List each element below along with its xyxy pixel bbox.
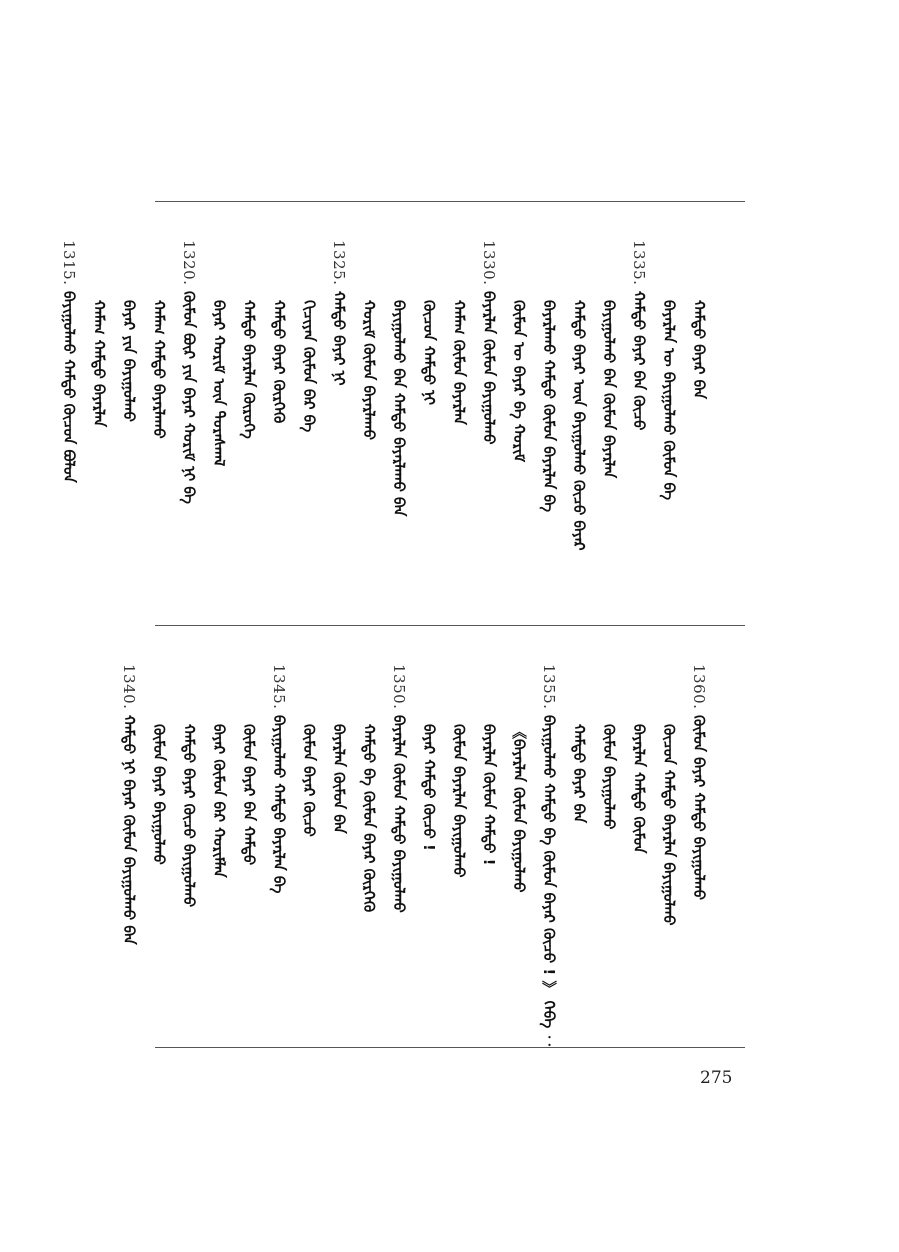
verse-column (148, 240, 170, 620)
verse-column (388, 240, 410, 620)
line-number: 1315. (60, 240, 78, 286)
verse-column (208, 240, 230, 620)
bottom-rule (155, 1047, 745, 1048)
verse-column (388, 664, 410, 1044)
verse-line: ᠬᠠᠮᠠᠭ ᠬᠠᠮᠲᠤ ᠪᠠᠶᠠᠷᠯᠠᠨ (90, 300, 108, 427)
verse-line: ᠪᠠᠶᠢᠭᠤᠯᠬᠤ ᠪᠠᠨ ᠬᠠᠮᠲᠤ ᠪᠠᠶᠠᠷᠯᠠᠬᠤ ᠪᠠᠨ (390, 300, 408, 517)
verse-column (298, 664, 320, 1044)
verse-line: ᠬᠤᠷᠢᠮ ᠬᠦᠮᠦᠨ ᠪᠠᠶᠠᠷᠯᠠᠬᠤ (360, 300, 378, 441)
verse-column (118, 240, 140, 620)
verse-line: ᠬᠠᠮᠲᠤ ᠨᠢ ᠪᠠᠶᠠᠷ ᠬᠦᠮᠦᠨ ᠪᠠᠶᠢᠭᠤᠯᠬᠤ ᠪᠠᠨ (120, 715, 138, 946)
verse-line: ᠬᠠᠮᠲᠤ ᠪᠠᠶᠠᠷ ᠨᠢ (330, 291, 348, 386)
verse-line: ᠬᠠᠮᠲᠤ ᠪᠠ ᠬᠦᠮᠦᠨ ᠪᠠᠶᠠᠷ ᠬᠦᠷᠭᠡᠬᠦ (360, 724, 378, 913)
verse-line: ᠪᠠᠶᠠᠷᠯᠠᠨ ᠬᠠᠮᠲᠤ ᠬᠦᠮᠦᠨ (630, 724, 648, 854)
verse-column (508, 664, 530, 1044)
line-number: 1325. (330, 240, 348, 286)
verse-column (478, 664, 500, 1044)
verse-line: ᠪᠠᠶᠠᠷᠯᠠᠬᠤ ᠬᠠᠮᠲᠤ ᠬᠦᠮᠦᠨ ᠪᠠᠶᠠᠷᠯᠠᠨ ᠪᠠ (540, 300, 558, 512)
verse-column (238, 240, 260, 620)
verse-column (358, 240, 380, 620)
verse-column (538, 240, 560, 620)
verse-line: ᠪᠠᠶᠠᠷᠯᠠᠨ ᠬᠦᠮᠦᠨ ᠪᠠᠶᠢᠭᠤᠯᠬᠤ (480, 291, 498, 445)
verse-line: ᠪᠠᠶᠠᠷᠯᠠᠨ ᠦ ᠪᠠᠶᠢᠭᠤᠯᠬᠤ ᠬᠦᠮᠦᠨ ᠪᠠ (660, 300, 678, 501)
lower-verse-block (120, 664, 710, 1049)
verse-column (688, 664, 710, 1044)
verse-line: ᠪᠠᠶᠠᠷᠯᠠᠨ ᠬᠦᠮᠦᠨ ᠬᠠᠮᠲᠤ ! (480, 724, 498, 866)
verse-column (328, 240, 350, 620)
verse-column (268, 240, 290, 620)
top-rule (155, 201, 745, 202)
line-number: 1340. (120, 664, 138, 710)
verse-column (598, 664, 620, 1044)
verse-column (298, 240, 320, 620)
verse-column (178, 240, 200, 620)
verse-column (58, 240, 80, 620)
verse-line: ᠬᠢᠴᠢᠶᠡᠨ ᠬᠦᠮᠦᠨ ᠪᠠᠷ ᠪᠠ (300, 300, 318, 433)
verse-column (628, 240, 650, 620)
verse-column (328, 664, 350, 1044)
upper-verse-block (60, 240, 710, 620)
verse-line: ᠬᠠᠮᠲᠤ ᠪᠠᠶᠠᠷ ᠪᠠᠨ (570, 724, 588, 823)
verse-column (148, 664, 170, 1044)
verse-column (418, 240, 440, 620)
line-number: 1320. (180, 240, 198, 286)
verse-line: ᠬᠦᠮᠦᠨ ᠪᠠᠶᠢᠭᠤᠯᠬᠤ (600, 724, 618, 830)
verse-line: ᠬᠦᠮᠦᠨ ᠪᠠᠶᠠᠷ ᠬᠦᠴᠦ (300, 724, 318, 837)
line-number: 1345. (270, 664, 288, 710)
verse-column (598, 240, 620, 620)
verse-column (568, 664, 590, 1044)
verse-line: ᠬᠠᠮᠲᠤ ᠪᠠᠶᠠᠷ ᠪᠠᠨ ᠬᠦᠴᠦ (630, 291, 648, 431)
verse-column (478, 240, 500, 620)
verse-column (118, 664, 140, 1044)
verse-line: ᠬᠠᠮᠲᠤ ᠪᠠᠶᠠᠷ ᠦᠨ ᠪᠠᠶᠢᠭᠤᠯᠬᠤ ᠬᠦᠴᠦ ᠪᠠᠶᠠᠷ (570, 300, 588, 551)
verse-line: ᠪᠠᠶᠢᠭᠤᠯᠬᠤ ᠪᠠᠨ ᠬᠦᠮᠦᠨ ᠪᠠᠶᠠᠷᠯᠠᠨ (600, 300, 618, 479)
middle-rule (155, 625, 745, 626)
line-number: 1360. (690, 664, 708, 710)
verse-column (688, 240, 710, 620)
verse-column (658, 240, 680, 620)
verse-line: ᠬᠦᠮᠦᠨ ᠦ ᠪᠠᠶᠠᠷ ᠪᠠ ᠬᠤᠷᠢᠮ (510, 300, 528, 463)
verse-line: ᠬᠠᠮᠲᠤ ᠪᠠᠶᠠᠷ ᠪᠠᠨ (690, 300, 708, 399)
verse-column (658, 664, 680, 1044)
verse-line: ᠪᠠᠶᠠᠷ ᠶᠢᠨ ᠪᠠᠶᠢᠭᠤᠯᠬᠤ (120, 300, 138, 422)
verse-column (358, 664, 380, 1044)
verse-column (208, 664, 230, 1044)
verse-line: ᠪᠠᠶᠢᠭᠤᠯᠬᠤ ᠬᠠᠮᠲᠤ ᠪᠠᠶᠠᠷᠯᠠᠨ ᠪᠠ (270, 715, 288, 894)
verse-line: ᠪᠠᠶᠢᠭᠤᠯᠬᠤ ᠬᠠᠮᠲᠤ ᠬᠦᠴᠦᠨ ᠪᠣᠯᠣᠨ (60, 291, 78, 484)
verse-column (628, 664, 650, 1044)
verse-line: ᠪᠠᠶᠠᠷ ᠬᠦᠮᠦᠨ ᠪᠠᠷ ᠬᠤᠷᠢᠮᠯᠠᠨ (210, 724, 228, 878)
line-number: 1335. (630, 240, 648, 286)
verse-line: ᠬᠦᠮᠦᠨ ᠪᠠᠶᠠᠷ ᠪᠠᠶᠢᠭᠤᠯᠬᠤ (150, 724, 168, 865)
verse-column (88, 240, 110, 620)
verse-line: ᠪᠠᠶᠠᠷ ᠬᠠᠮᠲᠤ ᠬᠦᠴᠦ ! (420, 724, 438, 851)
verse-line: ᠪᠠᠶᠠᠷᠯᠠᠨ ᠬᠦᠮᠦᠨ ᠪᠠᠨ (330, 724, 348, 834)
line-number: 1355. (540, 664, 558, 710)
verse-line: ᠬᠠᠮᠠᠭ ᠬᠠᠮᠲᠤ ᠪᠠᠶᠠᠷᠯᠠᠬᠤ (150, 300, 168, 439)
verse-column (418, 664, 440, 1044)
verse-line: ᠬᠦᠴᠦᠨ ᠬᠠᠮᠲᠤ ᠨᠢ (420, 300, 438, 406)
verse-column (268, 664, 290, 1044)
verse-column (178, 664, 200, 1044)
line-number: 1350. (390, 664, 408, 710)
verse-line: ᠬᠦᠮᠦᠨ ᠪᠠᠶᠠᠷᠯᠠᠨ ᠪᠠᠶᠢᠭᠤᠯᠬᠤ (450, 724, 468, 878)
verse-line: ᠬᠠᠮᠲᠤ ᠪᠠᠶᠠᠷ ᠬᠦᠷᠭᠡᠬᠦ (270, 300, 288, 424)
verse-column (238, 664, 260, 1044)
page-number: 275 (700, 1068, 733, 1088)
verse-column (448, 664, 470, 1044)
verse-column (568, 240, 590, 620)
verse-line: ᠬᠦᠮᠦᠨ ᠪᠠᠶᠠᠷ ᠬᠠᠮᠲᠤ ᠪᠠᠶᠢᠭᠤᠯᠬᠤ (690, 715, 708, 901)
verse-line: ᠬᠦᠮᠦᠨ ᠪᠦᠷ ᠶᠢᠨ ᠪᠠᠶᠠᠷ ᠬᠤᠷᠢᠮ ᠨᠢ ᠪᠠ (180, 291, 198, 505)
verse-line: ᠬᠦᠮᠦᠨ ᠪᠠᠶᠠᠷ ᠪᠠᠨ ᠬᠠᠮᠲᠤ (240, 724, 258, 866)
verse-line: ᠪᠠᠶᠢᠭᠤᠯᠬᠤ ᠬᠠᠮᠲᠤ ᠪᠠ ᠬᠦᠮᠦᠨ ᠪᠠᠶᠠᠷ ᠬᠦᠴᠦ ! 》 ᠬᠡᠪᠡ ︰ (540, 715, 558, 1049)
verse-line: ᠬᠠᠮᠠᠭ ᠬᠦᠮᠦᠨ ᠪᠠᠶᠠᠷᠯᠠᠨ (450, 300, 468, 425)
verse-column (448, 240, 470, 620)
line-number: 1330. (480, 240, 498, 286)
verse-line: 《ᠪᠠᠶᠠᠷᠯᠠᠨ ᠬᠦᠮᠦᠨ ᠪᠠᠶᠢᠭᠤᠯᠬᠤ (510, 724, 528, 893)
verse-line: ᠬᠠᠮᠲᠤ ᠪᠠᠶᠠᠷ ᠬᠦᠴᠦ ᠪᠠᠶᠢᠭᠤᠯᠬᠤ (180, 724, 198, 908)
verse-line: ᠪᠠᠶᠠᠷᠯᠠᠨ ᠬᠦᠮᠦᠨ ᠬᠠᠮᠲᠤ ᠪᠠᠶᠢᠭᠤᠯᠬᠤ (390, 715, 408, 914)
verse-column (508, 240, 530, 620)
verse-line: ᠬᠦᠴᠦᠨ ᠬᠠᠮᠲᠤ ᠪᠠᠶᠠᠷᠯᠠᠨ ᠪᠠᠶᠢᠭᠤᠯᠬᠤ (660, 724, 678, 926)
verse-line: ᠪᠠᠶᠠᠷ ᠬᠤᠷᠢᠮ ᠦᠨ ᠳᠤᠷᠠᠰᠬᠠᠯ (210, 300, 228, 467)
verse-line: ᠬᠠᠮᠲᠤ ᠪᠠᠶᠠᠷᠯᠠᠨ ᠬᠦᠷᠦᠭᠡ (240, 300, 258, 439)
verse-column (538, 664, 560, 1049)
